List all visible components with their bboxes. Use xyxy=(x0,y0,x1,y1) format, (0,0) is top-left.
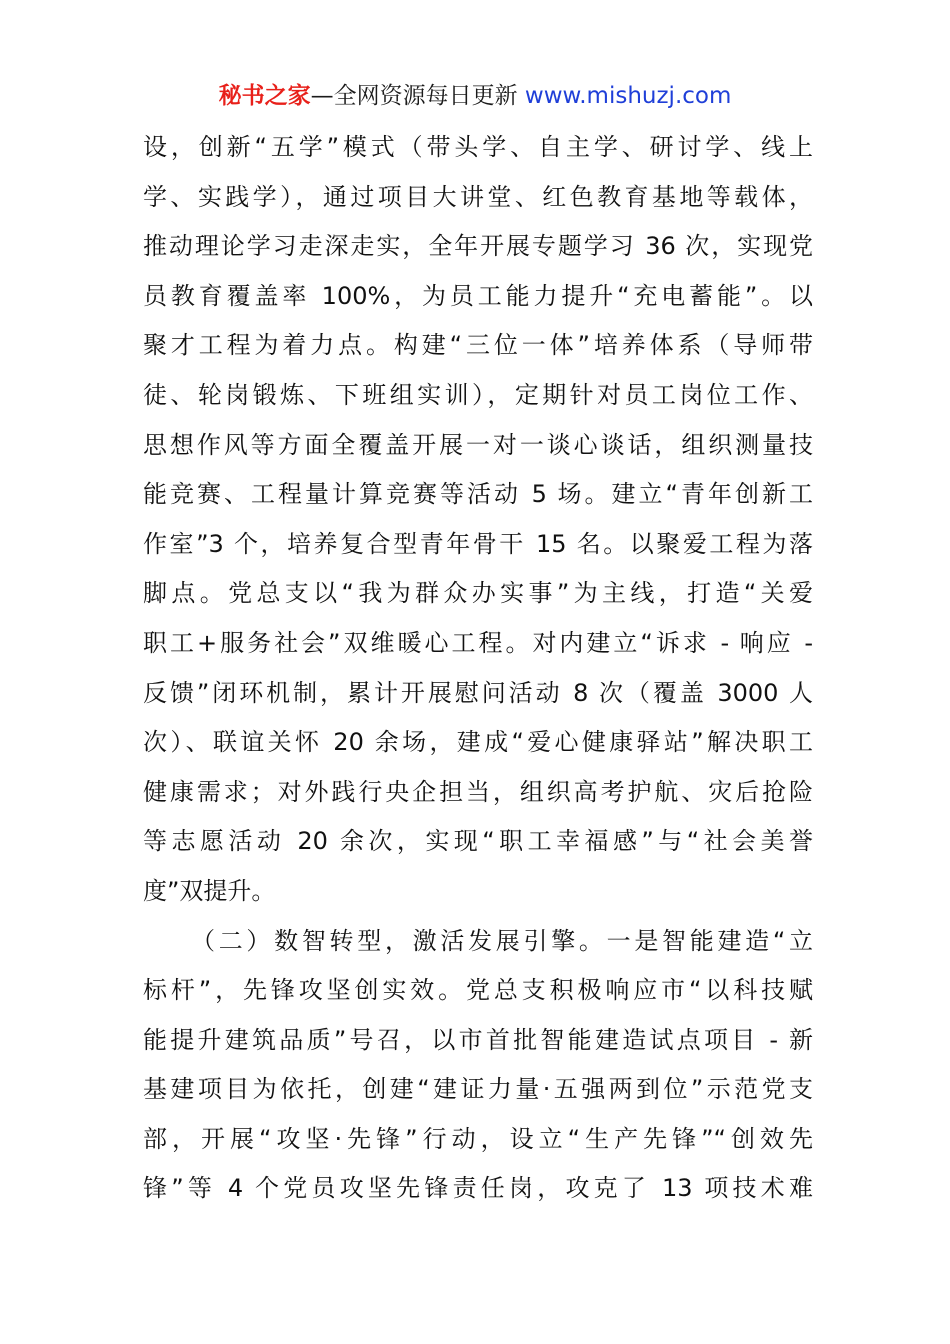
text-line: 锋”等 4 个党员攻坚先锋责任岗，攻克了 13 项技术难 xyxy=(143,1174,813,1203)
text-line: 聚才工程为着力点。构建“三位一体”培养体系（导师带 xyxy=(143,331,813,360)
text-line: 职工+服务社会”双维暖心工程。对内建立“诉求 - 响应 - xyxy=(143,628,813,657)
site-tagline: —全网资源每日更新 xyxy=(310,83,518,109)
text-line: 思想作风等方面全覆盖开展一对一谈心谈话，组织测量技 xyxy=(143,430,813,459)
text-line: 健康需求；对外践行央企担当，组织高考护航、灾后抢险 xyxy=(143,777,813,806)
text-line: 次）、联谊关怀 20 余场，建成“爱心健康驿站”解决职工 xyxy=(143,728,813,757)
section-heading-line: （二）数智转型，激活发展引擎。一是智能建造“立 xyxy=(191,926,813,955)
site-url-link[interactable]: www.mishuzj.com xyxy=(524,83,732,109)
text-line: 学、实践学），通过项目大讲堂、红色教育基地等载体， xyxy=(143,182,813,211)
text-line: 能提升建筑品质”号召，以市首批智能建造试点项目 - 新 xyxy=(143,1025,813,1054)
text-line: 等志愿活动 20 余次，实现“职工幸福感”与“社会美誉 xyxy=(143,827,813,856)
text-line: 部，开展“攻坚·先锋”行动，设立“生产先锋”“创效先 xyxy=(143,1124,813,1153)
text-line: 能竞赛、工程量计算竞赛等活动 5 场。建立“青年创新工 xyxy=(143,480,813,509)
site-brand: 秘书之家 xyxy=(218,83,311,109)
text-line: 推动理论学习走深走实，全年开展专题学习 36 次，实现党 xyxy=(143,232,813,261)
text-line: 作室”3 个，培养复合型青年骨干 15 名。以聚爱工程为落 xyxy=(143,529,813,558)
text-line: 标杆”，先锋攻坚创实效。党总支积极响应市“以科技赋 xyxy=(143,976,813,1005)
text-line: 基建项目为依托，创建“建证力量·五强两到位”示范党支 xyxy=(143,1075,813,1104)
paragraph-end-line: 度”双提升。 xyxy=(143,876,276,905)
text-line: 徒、轮岗锻炼、下班组实训），定期针对员工岗位工作、 xyxy=(143,380,813,409)
page-header xyxy=(0,80,950,112)
document-body xyxy=(143,123,813,1214)
text-line: 设，创新“五学”模式（带头学、自主学、研讨学、线上 xyxy=(143,133,813,161)
text-line: 反馈”闭环机制，累计开展慰问活动 8 次（覆盖 3000 人 xyxy=(143,678,813,707)
text-line: 脚点。党总支以“我为群众办实事”为主线，打造“关爱 xyxy=(143,579,813,608)
text-line: 员教育覆盖率 100%，为员工能力提升“充电蓄能”。以 xyxy=(143,281,813,310)
